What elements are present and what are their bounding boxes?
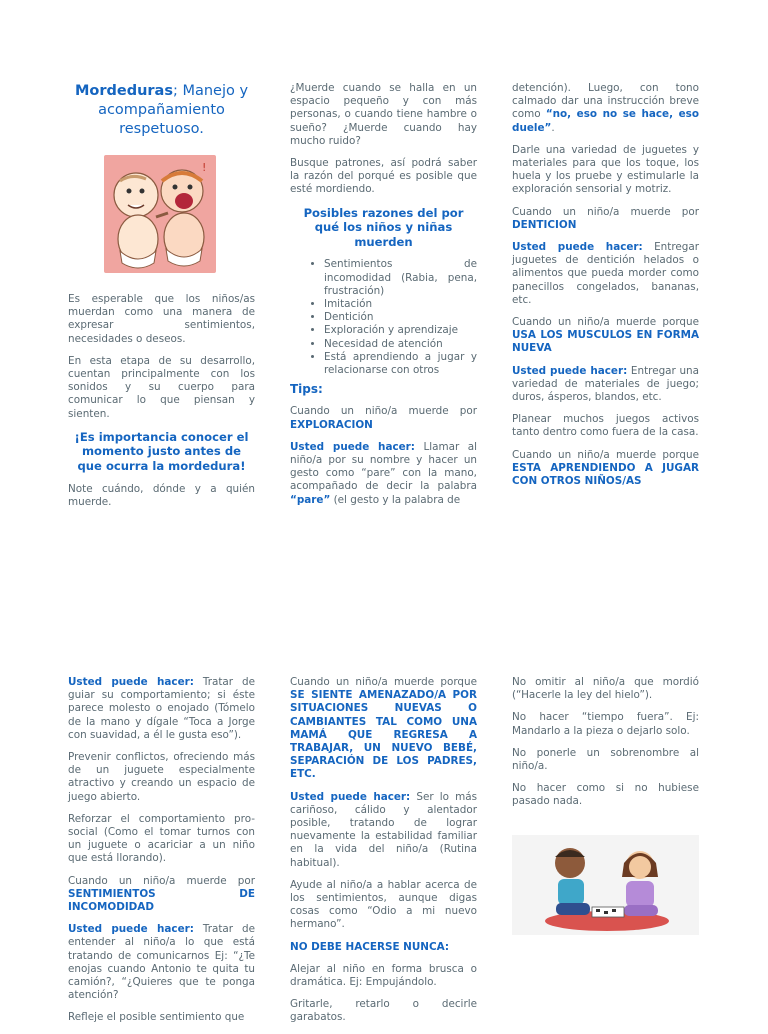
page2-column-1: [68, 676, 255, 1034]
cause-text: Cuando un niño/a muerde porque: [290, 676, 477, 688]
cause-text: Cuando un niño/a muerde porque: [512, 316, 699, 329]
cause-text: Cuando un niño/a muerde porque: [512, 448, 699, 461]
reasons-heading: Posibles razones del por qué los niños y niñas muerden: [303, 205, 464, 249]
questions-paragraph: ¿Muerde cuando se halla en un espacio pequeño y con más personas, o cuando tiene hambre o sueño? ¿Muerde cuando hay mucho ruido?: [290, 82, 477, 147]
detention-bold: “no, eso no se hace, eso duele”: [512, 108, 699, 134]
cause-text: Cuando un niño/a muerde por: [290, 405, 477, 418]
never-item: Gritarle, retarlo o decirle garabatos.: [290, 998, 477, 1024]
advice-label: Usted puede hacer:: [290, 790, 411, 803]
page1-column-2: [290, 82, 477, 516]
cause-keyword: DENTICION: [512, 218, 577, 231]
advice-label: Usted puede hacer:: [68, 676, 194, 688]
advice-text: Tratar de entender al niño/a lo que está tratando de comunicarnos Ej: “¿Te enojas cuando Antonio te quita tu camión?, “¿Quieres que te ponga atención?: [68, 923, 255, 1002]
threatened-advice: [290, 791, 477, 870]
playing-cause: [512, 449, 699, 489]
cause-text: Cuando un niño/a muerde por: [512, 205, 699, 218]
note-paragraph: Note cuándo, dónde y a quién muerde.: [68, 482, 255, 508]
children-playing-illustration-icon: [512, 835, 699, 935]
advice-label: Usted puede hacer:: [68, 923, 194, 936]
advice-tail: (el gesto y la palabra de: [333, 493, 461, 506]
page2-column-2: [290, 676, 477, 1034]
prevent-paragraph: Prevenir conflictos, ofreciendo más de un juguete especialmente atractivo y creando un espacio de juego abierto.: [68, 751, 255, 803]
never-item: No ponerle un sobrenombre al niño/a.: [512, 746, 699, 773]
threatened-cause: [290, 676, 477, 782]
never-item: No hacer como si no hubiese pasado nada.: [512, 782, 699, 808]
list-item: • Imitación: [324, 298, 477, 311]
advice-text: Ser lo más cariñoso, cálido y alentador posible, tratando de lograr nuevamente la estabilidad familiar en la vida del niño/a (Rutina habitual).: [290, 790, 477, 869]
list-item: • Sentimientos de incomodidad (Rabia, pena, frustración): [324, 258, 477, 298]
tips-heading: Tips:: [290, 382, 323, 397]
page1-column-1: [68, 82, 255, 518]
svg-text:!: !: [202, 161, 207, 174]
cause-keyword: ESTA APRENDIENDO A JUGAR CON OTROS NIÑOS/AS: [512, 461, 699, 488]
page2-column-3: [512, 676, 699, 935]
reasons-list: [290, 258, 477, 377]
advice-label: Usted puede hacer:: [512, 241, 643, 254]
toys-paragraph: Darle una variedad de juguetes y materiales para que los toque, los huela y los pruebe y estimularle la exploración sensorial y motriz.: [512, 143, 699, 196]
detention-end: .: [551, 121, 555, 134]
advice-text: Entregar juguetes de dentición helados o alimentos que pueda morder como panecillos congelados, bananas, etc.: [512, 241, 699, 306]
reinforce-paragraph: Reforzar el comportamiento pro-social (Como el tomar turnos con un juguete o acariciar a un niño que está llorando).: [68, 812, 255, 865]
never-heading: [290, 941, 477, 954]
list-item: • Dentición: [324, 311, 477, 324]
title-bold: Mordeduras: [74, 83, 173, 99]
advice-text: Llamar al niño/a por su nombre y hacer un gesto como “pare” con la mano, acompañado de decir la palabra: [290, 440, 477, 493]
muscles-advice: [512, 365, 699, 405]
title-rest: ; Manejo y acompañamiento respetuoso.: [98, 83, 249, 137]
never-label: NO DEBE HACERSE NUNCA:: [290, 940, 450, 953]
list-item: • Exploración y aprendizaje: [324, 324, 477, 337]
biting-babies-illustration-icon: [102, 151, 220, 281]
exploration-cause: [290, 405, 477, 431]
cause-text: Cuando un niño/a muerde por: [68, 874, 255, 887]
guide-advice: [68, 676, 255, 742]
games-paragraph: Planear muchos juegos activos tanto dentro como fuera de la casa.: [512, 413, 699, 439]
importance-heading: ¡Es importancia conocer el momento justo antes de que ocurra la mordedura!: [74, 429, 249, 474]
reflect-paragraph: Refleje el posible sentimiento que: [68, 1011, 245, 1024]
advice-text: Entregar una variedad de materiales de juego; duros, ásperos, blandos, etc.: [512, 364, 699, 404]
never-item: No omitir al niño/a que mordió (“Hacerle la ley del hielo”).: [512, 676, 699, 702]
never-item: Alejar al niño en forma brusca o dramática. Ej: Empujándolo.: [290, 962, 477, 989]
list-item: • Necesidad de atención: [324, 338, 477, 351]
advice-bold: “pare”: [290, 493, 331, 506]
detention-paragraph: [512, 82, 699, 135]
discomfort-cause: [68, 875, 255, 915]
feelings-paragraph: Ayude al niño/a a hablar acerca de los sentimientos, aunque digas cosas como “Odio a mi nuevo hermano”.: [290, 878, 477, 931]
discomfort-advice: [68, 923, 255, 1002]
document-title: [68, 82, 255, 139]
advice-label: Usted puede hacer:: [512, 364, 628, 377]
list-item: • Está aprendiendo a jugar y relacionarse con otros: [324, 351, 477, 377]
cause-keyword: SENTIMIENTOS DE INCOMODIDAD: [68, 887, 255, 914]
teething-cause: [512, 206, 699, 232]
cause-keyword: EXPLORACION: [290, 418, 373, 431]
muscles-cause: [512, 316, 699, 356]
detention-text: detención). Luego, con tono calmado dar una instrucción breve como: [512, 82, 699, 121]
advice-label: Usted puede hacer:: [290, 440, 415, 453]
exploration-advice: [290, 441, 477, 507]
intro-paragraph: Es esperable que los niños/as muerdan como una manera de expresar sentimientos, necesidades o deseos.: [68, 293, 255, 345]
page1-column-3: [512, 82, 699, 497]
cause-keyword: SE SIENTE AMENAZADO/A POR SITUACIONES NUEVAS O CAMBIANTES TAL COMO UNA MAMÁ QUE REGRESA A TRABAJAR, UN NUEVO BEBÉ, SEPARACIÓN DE LOS PADRES, ETC.: [290, 689, 477, 781]
advice-text: Tratar de guiar su comportamiento; si éste parece molesto o enojado (Tómelo de la mano y dígale “Toca a Jorge con suavidad, a él le gusta eso”).: [68, 676, 255, 741]
teething-advice: [512, 241, 699, 307]
development-paragraph: En esta etapa de su desarrollo, cuentan principalmente con los sonidos y su cuerpo para comunicar lo que piensan y sienten.: [68, 354, 255, 420]
patterns-paragraph: Busque patrones, así podrá saber la razón del porqué es posible que esté mordiendo.: [290, 157, 477, 196]
never-item: No hacer “tiempo fuera”. Ej: Mandarlo a la pieza o dejarlo solo.: [512, 711, 699, 737]
cause-keyword: USA LOS MUSCULOS EN FORMA NUEVA: [512, 329, 699, 355]
